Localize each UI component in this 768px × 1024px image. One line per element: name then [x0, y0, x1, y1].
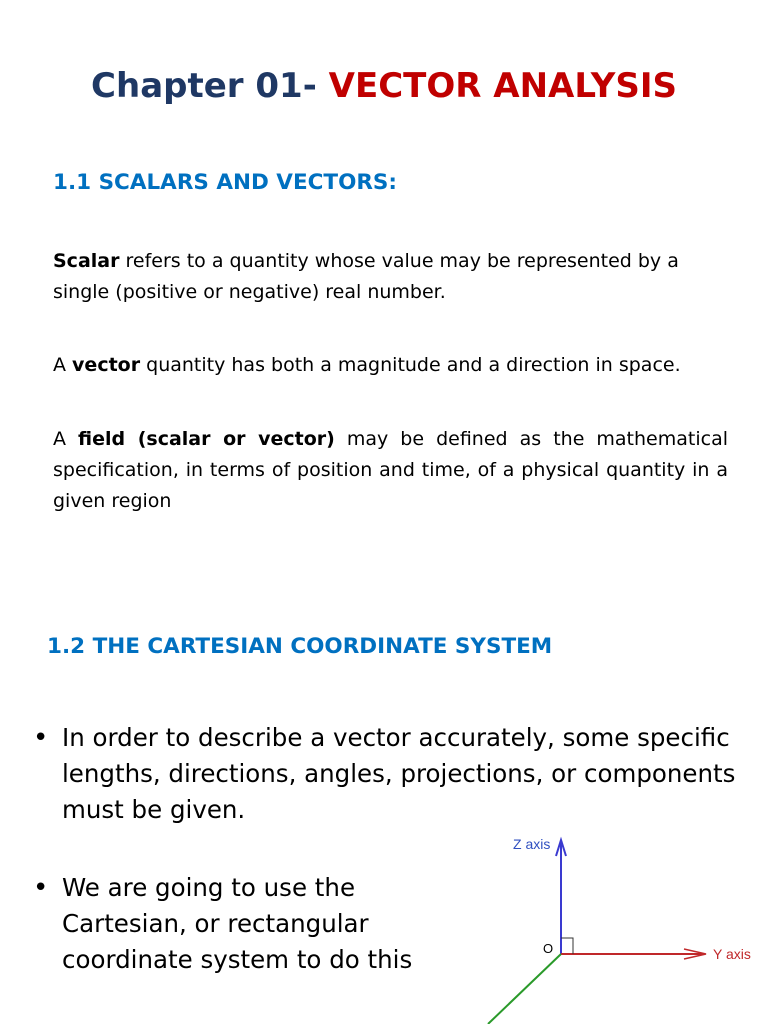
y-axis-label: Y axis: [713, 946, 751, 962]
vector-lead: A: [53, 354, 73, 376]
scalar-term: Scalar: [53, 250, 120, 272]
section-heading-scalars-vectors: 1.1 SCALARS AND VECTORS:: [53, 170, 397, 195]
field-lead: A: [53, 428, 79, 450]
origin-label: O: [543, 941, 554, 956]
field-definition: [53, 424, 728, 517]
vector-definition: [53, 350, 728, 381]
bullet-text: We are going to use the Cartesian, or rectangular coordinate system to do this: [62, 873, 413, 974]
scalar-text: refers to a quantity whose value may be represented by a single (positive or negative) real number.: [53, 250, 679, 303]
title-prefix: Chapter 01-: [91, 66, 329, 106]
bullet-dot-icon: •: [33, 723, 49, 753]
field-text: may be defined as the mathematical specification, in terms of position and time, of a physical quantity in a given region: [53, 428, 728, 512]
bullet-dot-icon: •: [33, 873, 49, 903]
page-title: [0, 66, 768, 106]
field-term: field (scalar or vector): [78, 428, 335, 450]
z-axis-label: Z axis: [513, 836, 551, 852]
title-main: VECTOR ANALYSIS: [328, 66, 677, 106]
bullet-text: In order to describe a vector accurately, some specific lengths, directions, angles, projections, or components must be given.: [62, 723, 736, 824]
x-axis-line: [488, 954, 561, 1024]
bullet-item: [33, 720, 737, 828]
vector-term: vector: [72, 354, 141, 376]
coordinate-axes-diagram: [470, 830, 768, 1024]
bullet-item: [33, 870, 482, 978]
scalar-definition: [53, 246, 728, 308]
vector-text: quantity has both a magnitude and a direction in space.: [140, 354, 681, 376]
section-heading-cartesian: 1.2 THE CARTESIAN COORDINATE SYSTEM: [47, 634, 553, 659]
right-angle-marker: [561, 938, 573, 954]
